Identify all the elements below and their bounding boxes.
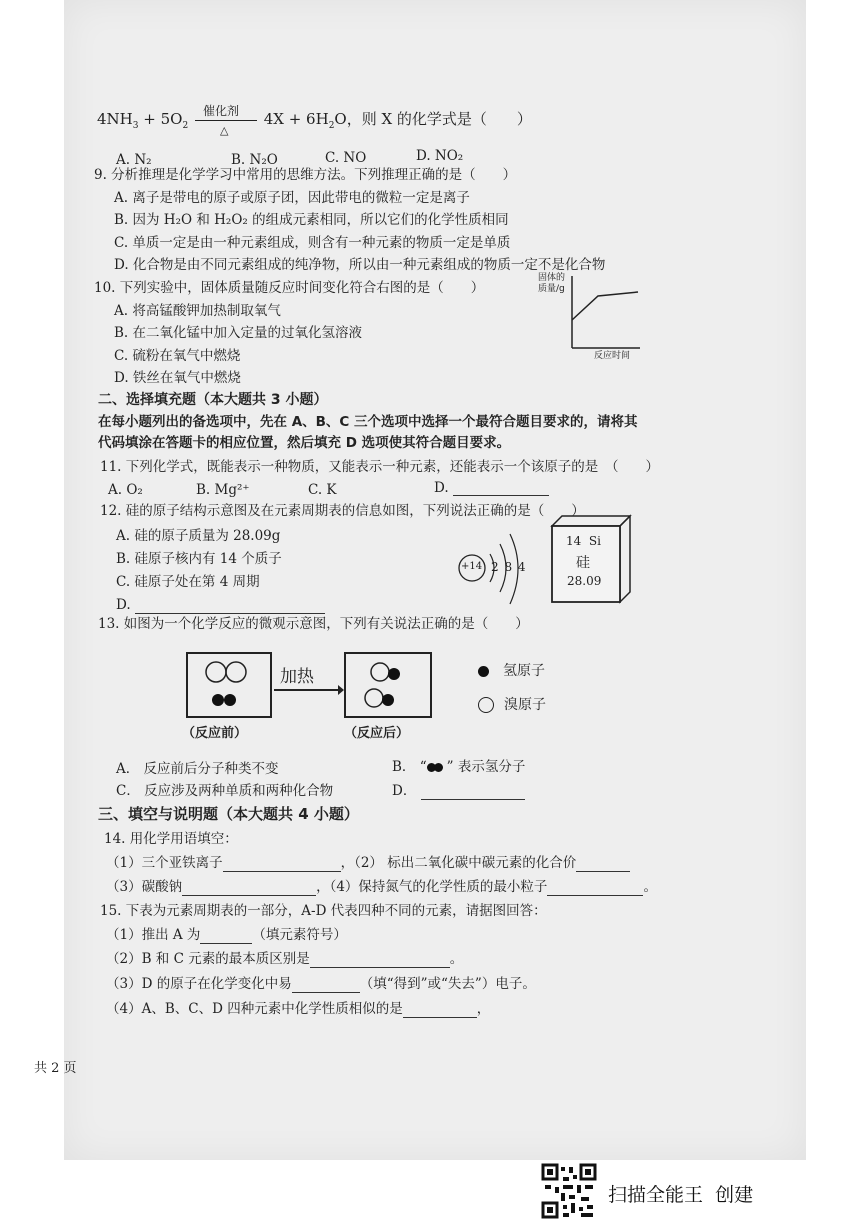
silicon-element-card: 14 Si 硅 28.09	[550, 514, 632, 604]
reaction-arrow: 加热	[272, 664, 344, 704]
q13-option-d: D．	[392, 782, 525, 800]
section3-title: 三、填空与说明题（本大题共 4 小题）	[98, 805, 359, 823]
hydrogen-atom	[224, 694, 236, 706]
element-cube	[550, 514, 632, 604]
q13-stem: 13. 如图为一个化学反应的微观示意图，下列有关说法正确的是（ ）	[98, 616, 529, 632]
qr-code-icon	[541, 1163, 597, 1219]
after-molecules	[346, 654, 430, 716]
q12-blank	[135, 613, 325, 614]
catalyst-arrow: 催化剂 △	[193, 110, 259, 130]
q11-blank	[453, 495, 549, 496]
q11-option-a: A. O₂	[108, 482, 143, 498]
q13-option-a: A． 反应前后分子种类不变	[116, 761, 279, 777]
page-footer: 共 2 页	[34, 1061, 77, 1076]
hydrogen-dot-icon	[478, 666, 489, 677]
q15-p1: （1）推出 A 为 （填元素符号）	[106, 927, 347, 943]
after-label: （反应后）	[344, 726, 410, 741]
silicon-atom-diagram: +14 2 8 4	[456, 526, 556, 610]
q12-option-b: B. 硅原子核内有 14 个质子	[116, 551, 282, 567]
q10-stem: 10. 下列实验中，固体质量随反应时间变化符合右图的是（ ）	[94, 280, 485, 296]
q9-option-b: B. 因为 H₂O 和 H₂O₂ 的组成元素相同，所以它们的化学性质相同	[114, 212, 509, 228]
q8-option-c: C. NO	[325, 150, 367, 166]
reaction-before-box	[186, 652, 272, 718]
q11-option-c: C. K	[308, 482, 337, 498]
section2-instruction-1: 在每小题列出的备选项中，先在 A、B、C 三个选项中选择一个最符合题目要求的，请将其	[98, 414, 638, 430]
q13-option-c: C． 反应涉及两种单质和两种化合物	[116, 783, 334, 799]
q9-stem: 9. 分析推理是化学学习中常用的思维方法。下列推理正确的是（ ）	[94, 167, 517, 183]
q8-option-b: B. N₂O	[231, 152, 278, 168]
q8-option-d: D. NO₂	[416, 148, 464, 164]
q15-stem: 15. 下表为元素周期表的一部分，A-D 代表四种不同的元素，请据图回答：	[100, 903, 547, 919]
h2-molecule-icon	[427, 759, 447, 777]
q10-graph: 固体的 质量/g 反应时间	[534, 268, 654, 360]
q14-row2: （3）碳酸钠 ，（4）保持氮气的化学性质的最小粒子 。	[106, 879, 657, 895]
q15-p4: （4）A、B、C、D 四种元素中化学性质相似的是 ，	[106, 1001, 491, 1017]
mass-curve	[572, 292, 638, 320]
q9-option-c: C. 单质一定是由一种元素组成，则含有一种元素的物质一定是单质	[114, 235, 511, 251]
q12-option-a: A. 硅的原子质量为 28.09g	[116, 528, 281, 544]
q8-option-a: A. N₂	[116, 152, 152, 168]
q11-option-b: B. Mg²⁺	[196, 482, 250, 498]
reaction-after-box	[344, 652, 432, 718]
q10-option-b: B. 在二氧化锰中加入定量的过氧化氢溶液	[114, 325, 363, 341]
legend-bromine: 溴原子	[478, 694, 546, 714]
q12-stem: 12. 硅的原子结构示意图及在元素周期表的信息如图，下列说法正确的是（ ）	[100, 503, 585, 519]
before-molecules	[188, 654, 270, 716]
q11-stem: 11. 下列化学式，既能表示一种物质，又能表示一种元素，还能表示一个该原子的是 （ ）	[100, 459, 660, 475]
q11-option-d: D.	[434, 480, 549, 496]
q10-graph-axes	[534, 268, 654, 360]
section2-title: 二、选择填充题（本大题共 3 小题）	[98, 392, 328, 408]
bromine-circle-icon	[478, 697, 494, 713]
bromine-atom	[226, 662, 246, 682]
q12-option-d: D.	[116, 596, 325, 614]
q15-p2: （2）B 和 C 元素的最本质区别是 。	[106, 951, 464, 967]
scanner-watermark: 扫描全能王 创建	[608, 1184, 754, 1206]
q14-row1: （1）三个亚铁离子 ，（2） 标出二氧化碳中碳元素的化合价	[106, 854, 630, 872]
q12-option-c: C. 硅原子处在第 4 周期	[116, 574, 260, 590]
q13-option-b: B． “ ” 表示氢分子	[392, 759, 526, 775]
q14-stem: 14. 用化学用语填空：	[104, 831, 238, 847]
section2-instruction-2: 代码填涂在答题卡的相应位置，然后填充 D 选项使其符合题目要求。	[98, 435, 511, 451]
q9-option-a: A. 离子是带电的原子或原子团，因此带电的微粒一定是离子	[114, 190, 470, 206]
bromine-atom	[206, 662, 226, 682]
q10-option-d: D. 铁丝在氧气中燃烧	[114, 370, 241, 386]
q8-equation: $4NH_3 + 5O_2$ 催化剂 △ $4X + 6H_2O$，则 X 的化学式是（ ）	[97, 104, 532, 137]
exam-paper	[34, 0, 806, 1160]
q9-option-d: D. 化合物是由不同元素组成的纯净物，所以由一种元素组成的物质一定不是化合物	[114, 257, 606, 273]
q13-blank	[421, 799, 525, 800]
before-label: （反应前）	[182, 726, 248, 741]
q10-option-a: A. 将高锰酸钾加热制取氧气	[114, 303, 281, 319]
q15-p3: （3）D 的原子在化学变化中易 （填“得到”或“失去”）电子。	[106, 976, 536, 992]
hydrogen-atom	[212, 694, 224, 706]
equation-bar	[195, 120, 257, 121]
q10-option-c: C. 硫粉在氧气中燃烧	[114, 348, 241, 364]
legend-hydrogen: 氢原子	[478, 660, 545, 680]
